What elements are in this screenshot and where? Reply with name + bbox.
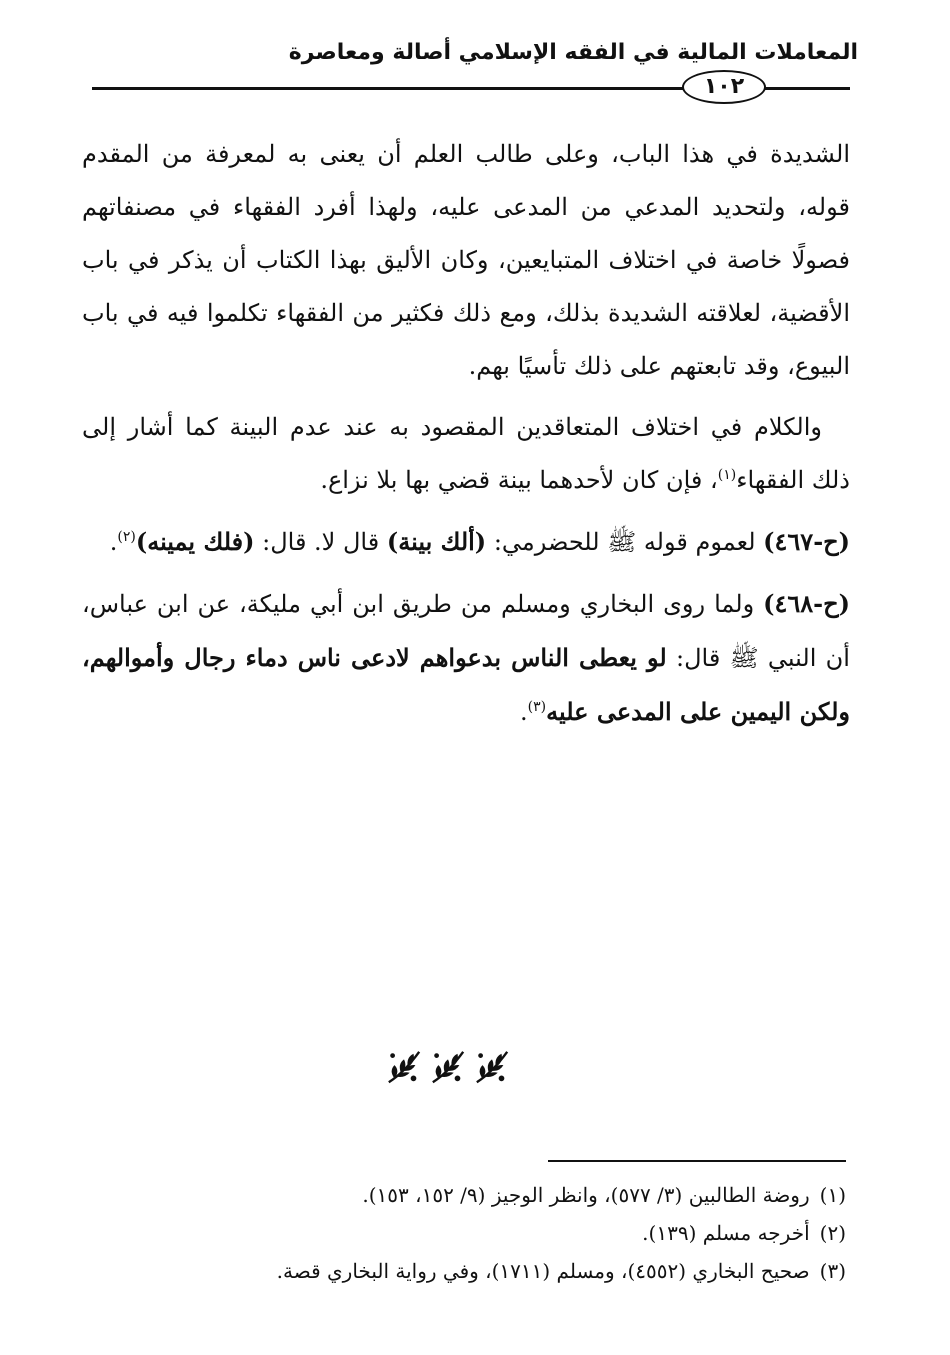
page-number: ١٠٢ — [682, 70, 766, 104]
hadith-467-quote-1: (ألك بينة) — [386, 527, 487, 556]
footnote-number: (١) — [819, 1183, 846, 1207]
hadith-467-text-b: قال لا. قال: — [262, 528, 380, 556]
hadith-468-text-a: ولما روى البخاري ومسلم من طريق ابن أبي مليكة، عن ابن عباس، أن النبي ﷺ قال: — [82, 590, 850, 672]
hadith-467-number: (ح-٤٦٧) — [763, 527, 850, 556]
hadith-467-end: . — [109, 528, 118, 556]
paragraph-2 — [82, 401, 850, 507]
floral-ornament-icon — [429, 1048, 467, 1086]
floral-ornament-icon — [385, 1048, 423, 1086]
footnote-1 — [150, 1176, 846, 1214]
footnote-ref-3[interactable]: (٣) — [527, 699, 547, 715]
paragraph-1: الشديدة في هذا الباب، وعلى طالب العلم أن يعنى به لمعرفة من المقدم قوله، ولتحديد المدعي من المدعى عليه، ولهذا أفرد الفقهاء في مصنفاتهم فصولًا خاصة في اختلاف المتبايعين، وكان الأليق بهذا الكتاب أن يذكر في باب الأقضية، لعلاقته الشديدة بذلك، ومع ذلك فكثير من الفقهاء تكلموا فيه في باب البيوع، وقد تابعتهم على ذلك تأسيًا بهم. — [82, 140, 850, 380]
running-header-title: المعاملات المالية في الفقه الإسلامي أصالة ومعاصرة — [288, 40, 858, 65]
footnotes — [150, 1176, 846, 1290]
footnote-2 — [150, 1214, 846, 1252]
hadith-468 — [82, 577, 850, 739]
footnote-number: (٣) — [819, 1259, 846, 1283]
footnote-3 — [150, 1252, 846, 1290]
footnote-text: روضة الطالبين (٣/ ٥٧٧)، وانظر الوجيز (٩/ ١٥٢، ١٥٣). — [362, 1183, 810, 1207]
hadith-467 — [82, 515, 850, 569]
hadith-468-quote: لو يعطى الناس بدعواهم لادعى ناس دماء رجال وأموالهم، ولكن اليمين على المدعى عليه — [82, 643, 850, 726]
footnote-separator — [548, 1160, 846, 1162]
footnote-number: (٢) — [819, 1221, 846, 1245]
footnote-text: أخرجه مسلم (١٣٩). — [642, 1221, 810, 1245]
footnote-ref-1[interactable]: (١) — [717, 467, 737, 483]
main-text — [82, 128, 850, 747]
hadith-468-end: . — [520, 698, 528, 726]
hadith-467-text-a: لعموم قوله ﷺ للحضرمي: — [493, 528, 756, 556]
paragraph-2-text-a: والكلام في اختلاف المتعاقدين المقصود به عند عدم البينة كما أشار إلى ذلك الفقهاء — [82, 413, 850, 494]
footnote-ref-2[interactable]: (٢) — [117, 529, 136, 545]
footnote-text: صحيح البخاري (٤٥٥٢)، ومسلم (١٧١١)، وفي رواية البخاري قصة. — [276, 1259, 810, 1283]
hadith-468-number: (ح-٤٦٨) — [763, 589, 850, 618]
section-end-ornament — [385, 1048, 511, 1086]
hadith-467-quote-2: (فلك يمينه) — [135, 527, 255, 556]
paragraph-2-text-b: ، فإن كان لأحدهما بينة قضي بها بلا نزاع. — [320, 466, 718, 494]
floral-ornament-icon — [473, 1048, 511, 1086]
